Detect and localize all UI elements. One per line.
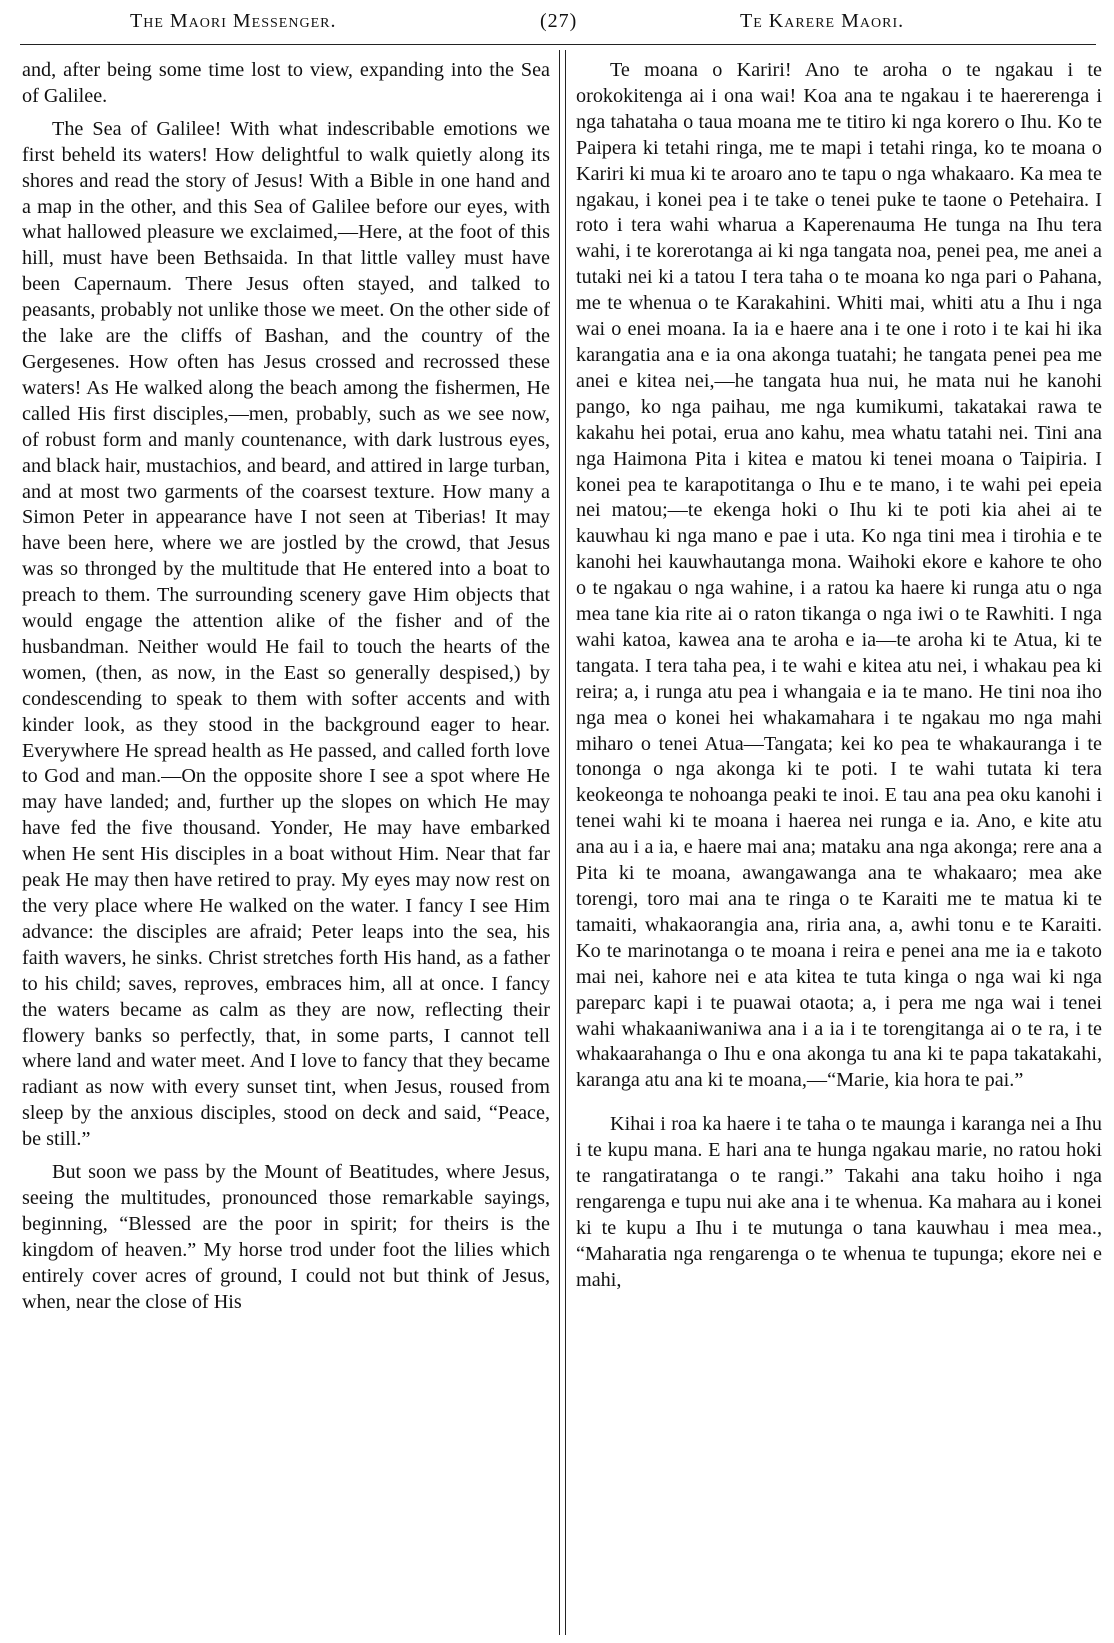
maori-paragraph: Te moana o Kariri! Ano te aroha o te ngakau i te orokokitenga ai i ona wai! Koa ana te ngakau i te haererenga i nga tahataha o taua moana me te titiro ki nga korero o Ihu. Ko te Paipera ki tetahi ringa, me te mapi i tetahi ringa, ko te moana o Kariri ki mua ki te aroaro ano te tapu o nga whakaaro. Ka mea te ngakau, i konei pea i te take o tenei puke te taone o Petehaira. I roto i tera wahi wharua a Kaperenauma He tunga na Ihu tera wahi, i te korerotanga ai ki nga tangata noa, penei pea, me anei a tutaki nei ki a tatou I tera taha o te moana ko nga pari o Pahana, me te whenua o te Karakahini. Whiti mai, whiti atu a Ihu i nga wai o enei moana. Ia ia e haere ana i te one i roto i te kai hi ika karangatia ana e ia ona akonga tuatahi; he tangata penei pea me anei e kitea nei,—he tangata hua nui, he mata nui he kanohi pango, ko nga paihau, me nga kumikumi, takatakai rawa te kakahu hei potai, erua ano kahu, mea whatu tatahi nei. Tini ana nga Haimona Pita i kitea e matou ki tenei moana o Taipiria. I konei pea te karapotitanga o Ihu e te mano, i te wahi pei epeia nei matou;—te ekenga hoki o Ihu ki te poti kia ahei ai te kauwhau ki nga mano e pae i uta. Ko nga tini mea i tirohia e te kanohi hei kauwhautanga mona. Waihoki ekore e kahore te oho o te ngakau o nga wahine, i a ratou ka haere ki runga atu o nga mea tane kia rite ai o raton tikanga o nga iwi o te Rawhiti. I nga wahi katoa, kawea ana te aroha e ia—te aroha ki te Atua, ki te tangata. I tera taha pea, i te wahi e kitea atu nei, i whakau pea ki reira; a, i runga atu pea i whangaia e ia te mano. He tini noa iho nga mea o konei hei whakamahara i te ngakau mo nga mahi miharo o tenei Atua—Tangata; kei ko pea te whakauranga i te tononga o nga akonga ki te poti. I te wahi tutata ki tera keokeonga te nohoanga peaki te inoi. E tau ana pea oku kanohi i tenei wahi ki te moana i haerea nei runga e ia. Ano, e kite atu ana au i a ia, e haere mai ana; mataku ana nga akonga; rere ana a Pita ki te moana, awangawanga ana te whakaaro; mea ake torengi, toro mai ana te ringa o te Karaiti me te matua ki te tamaiti, whakaorangia ana, riria ana, a, awhi tonu e te Karaiti. Ko te marinotanga o te moana i reira e penei ana me ia e takoto mai nei, kahore nei e ata kitea te tuta kinga o nga wai ki nga pareparc kapi i te puawai otaota; a, i pera me nga wai i tenei wahi whakaaniwaniwa ana i a ia i te torengitanga ai o te ra, i te whakaarahanga o Ihu e ona akonga tu ana ki te papa takatakahi, karanga atu ana ki te moana,—“Marie, kia hora te pai.” xyxy=(576,59,1102,1092)
english-paragraph: The Sea of Galilee! With what indescribable emotions we first beheld its waters! How delightful to walk quietly along its shores and read the story of Jesus! With a Bible in one hand and a map in the other, and this Sea of Galilee before our eyes, with what hallowed pleasure we exclaimed,—Here, at the foot of this hill, must have been Bethsaida. In that little valley must have been Capernaum. There Jesus often stayed, and talked to peasants, probably not unlike those we meet. On the other side of the lake are the cliffs of Bashan, and the country of the Gergesenes. How often has Jesus crossed and recrossed these waters! As He walked along the beach among the fishermen, He called His first disciples,—men, probably, such as we see now, of robust form and manly countenance, with dark lustrous eyes, and black hair, mustachios, and beard, and attired in large turban, and at most two garments of the coarsest texture. How many a Simon Peter in appearance have I not seen at Tiberias! It may have been here, where we are jostled by the crowd, that Jesus was so thronged by the multitude that He entered into a boat to preach to them. The surrounding scenery gave Him objects that would engage the attention alike of the fisher and of the husbandman. Neither would He fail to touch the hearts of the women, (then, as now, in the East so generally despised,) by condescending to speak to them with softer accents and with kinder look, as they stood in the background eager to hear. Everywhere He spread health as He passed, and called forth love to God and man.—On the opposite shore I see a spot where He may have landed; and, further up the slopes on which He may have fed the five thousand. Yonder, He may have embarked when He sent His disciples in a boat without Him. Near that far peak He may then have retired to pray. My eyes may now rest on the very place where He walked on the water. I fancy I see Him advance: the disciples are afraid; Peter leaps into the sea, his faith wavers, he sinks. Christ stretches forth His hand, as a father to his child; saves, reproves, embraces him, all at once. I fancy the waters became as calm as they are now, reflecting their flowery banks so perfectly, that, in some parts, I cannot tell where land and water meet. And I love to fancy that they became radiant as now with every sunset tint, when Jesus, roused from sleep by the anxious disciples, stood on deck and said, “Peace, be still.” xyxy=(22,117,550,1151)
english-paragraph: and, after being some time lost to view, expanding into the Sea of Galilee. xyxy=(22,59,550,107)
header-title-maori: Te Karere Maori. xyxy=(740,10,905,32)
page-header xyxy=(20,6,1094,40)
english-paragraph: But soon we pass by the Mount of Beatitudes, where Jesus, seeing the multitudes, pronounced those remarkable sayings, beginning, “Blessed are the poor in spirit; for theirs is the kingdom of heaven.” My horse trod under foot the lilies which entirely cover acres of ground, I could not but think of Jesus, when, near the close of His xyxy=(22,1161,550,1313)
maori-paragraph: Kihai i roa ka haere i te taha o te maunga i karanga nei a Ihu i te kupu mana. E hari ana te hunga ngakau marie, no ratou hoki te rangatiratanga o te rangi.” Takahi ana taku hoiho i nga rengarenga e tupu nui ake ana i te whenua. Ka mahara au i konei ki te kupu a Ihu i te mutunga o tana kauwhau i mea mea., “Maharatia nga rengarenga o te whenua te tupunga; ekore nei e mahi, xyxy=(576,1113,1102,1291)
page-number: (27) xyxy=(540,10,578,32)
header-rule xyxy=(20,44,1096,45)
english-column xyxy=(22,58,550,1323)
column-divider xyxy=(559,50,566,1635)
maori-column xyxy=(576,58,1102,1301)
header-title-english: The Maori Messenger. xyxy=(130,10,337,32)
